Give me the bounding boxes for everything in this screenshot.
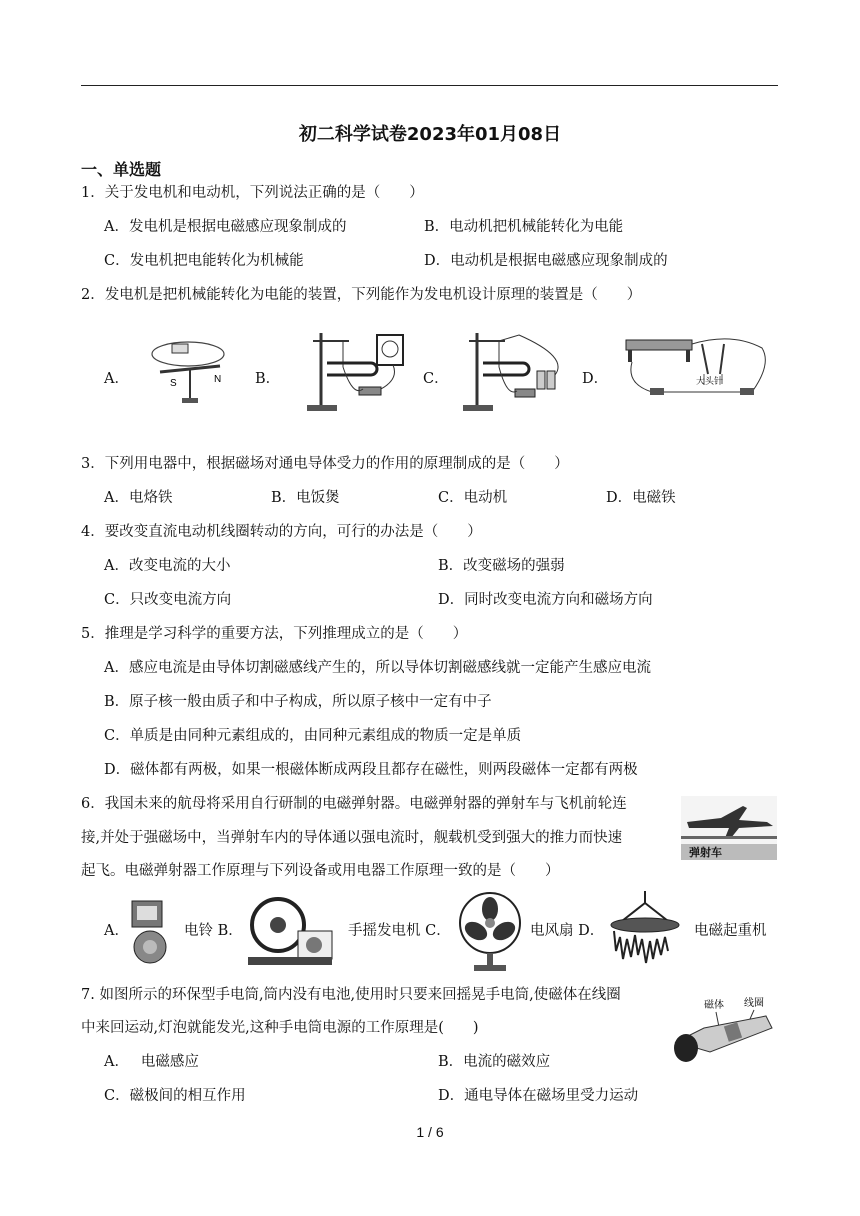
magnet-label: 磁体 — [704, 1000, 724, 1011]
question-6-option-c-label: 电风扇 D． — [530, 923, 605, 939]
question-5-option-a: A．感应电流是由导体切割磁感线产生的，所以导体切割磁感线就一定能产生感应电流 — [104, 660, 651, 676]
question-7-option-c: C．磁极间的相互作用 — [104, 1088, 246, 1104]
question-6-line-1: 6．我国未来的航母将采用自行研制的电磁弹射器。电磁弹射器的弹射车与飞机前轮连 — [81, 796, 627, 812]
question-7-line-2: 中来回运动,灯泡就能发光,这种手电筒电源的工作原理是( ) — [81, 1020, 479, 1036]
question-1-option-b: B．电动机把机械能转化为电能 — [424, 219, 624, 235]
question-7-option-a: A． 电磁感应 — [104, 1054, 199, 1070]
question-4-option-a: A．改变电流的大小 — [104, 558, 231, 574]
figure-2b-galvanometer — [303, 327, 407, 413]
question-5-stem: 5．推理是学习科学的重要方法，下列推理成立的是（ ） — [81, 626, 468, 642]
question-3-option-d: D．电磁铁 — [606, 490, 676, 506]
question-6-line-2: 接,并处于强磁场中，当弹射车内的导体通以强电流时，舰载机受到强大的推力而快速 — [81, 830, 623, 846]
question-6-option-d-label: 电磁起重机 — [694, 923, 767, 939]
figure-7-flashlight — [670, 992, 780, 1072]
question-7-line-1: 7. 如图所示的环保型手电筒,筒内没有电池,使用时只要来回摇晃手电筒,使磁体在线圈 — [81, 987, 621, 1003]
header-rule — [81, 85, 778, 86]
question-5-option-c: C．单质是由同种元素组成的，由同种元素组成的物质一定是单质 — [104, 728, 522, 744]
question-7-option-d: D．通电导体在磁场里受力运动 — [438, 1088, 639, 1104]
figure-6d-electromagnet-crane-icon — [604, 891, 686, 967]
question-1-stem: 1．关于发电机和电动机，下列说法正确的是（ ） — [81, 185, 424, 201]
question-6-line-3: 起飞。电磁弹射器工作原理与下列设备或用电器工作原理一致的是（ ） — [81, 863, 560, 879]
question-3-option-a: A．电烙铁 — [104, 490, 173, 506]
question-3-option-b: B．电饭煲 — [271, 490, 340, 506]
figure-2a-coil-magnet — [150, 334, 236, 410]
figure-6c-electric-fan-icon — [456, 889, 524, 973]
section-heading: 一、单选题 — [81, 160, 162, 179]
question-5-option-d: D．磁体都有两极，如果一根磁体断成两段且都存在磁性，则两段磁体一定都有两极 — [104, 762, 638, 778]
magnet-south-label: S — [170, 378, 177, 389]
question-2-option-b: B． — [255, 371, 281, 387]
question-6-option-b-label: 手摇发电机 C． — [348, 923, 451, 939]
figure-6b-hand-generator-icon — [244, 893, 338, 969]
question-6-option-a-prefix: A． — [104, 923, 129, 939]
coil-label: 线圈 — [744, 998, 764, 1009]
question-5-option-b: B．原子核一般由质子和中子构成，所以原子核中一定有中子 — [104, 694, 492, 710]
figure-2c-battery — [459, 327, 571, 413]
question-3-option-c: C．电动机 — [438, 490, 508, 506]
question-1-option-c: C．发电机把电能转化为机械能 — [104, 253, 304, 269]
figure-6a-electric-bell-icon — [126, 897, 178, 967]
question-6-option-a-label: 电铃 B． — [184, 923, 243, 939]
question-1-option-a: A．发电机是根据电磁感应现象制成的 — [104, 219, 347, 235]
question-3-stem: 3．下列用电器中，根据磁场对通电导体受力的作用的原理制成的是（ ） — [81, 456, 569, 472]
question-4-option-b: B．改变磁场的强弱 — [438, 558, 565, 574]
question-2-option-c: C． — [423, 371, 449, 387]
magnet-north-label: N — [214, 374, 222, 385]
question-2-stem: 2．发电机是把机械能转化为电能的装置，下列能作为发电机设计原理的装置是（ ） — [81, 287, 642, 303]
question-4-option-c: C．只改变电流方向 — [104, 592, 232, 608]
question-4-stem: 4．要改变直流电动机线圈转动的方向，可行的办法是（ ） — [81, 524, 482, 540]
figure-2d-electromagnets — [622, 334, 774, 402]
question-7-option-b: B．电流的磁效应 — [438, 1054, 551, 1070]
question-2-option-a: A． — [104, 371, 129, 387]
pins-label: 大头针 — [696, 377, 724, 387]
question-2-option-d: D． — [582, 371, 609, 387]
figure-6-catapult-jet — [681, 796, 777, 860]
catapult-label: 弹射车 — [689, 846, 722, 859]
page-title: 初二科学试卷2023年01月08日 — [298, 124, 562, 145]
question-1-option-d: D．电动机是根据电磁感应现象制成的 — [424, 253, 668, 269]
page-number: 1 / 6 — [416, 1124, 444, 1140]
question-4-option-d: D．同时改变电流方向和磁场方向 — [438, 592, 653, 608]
